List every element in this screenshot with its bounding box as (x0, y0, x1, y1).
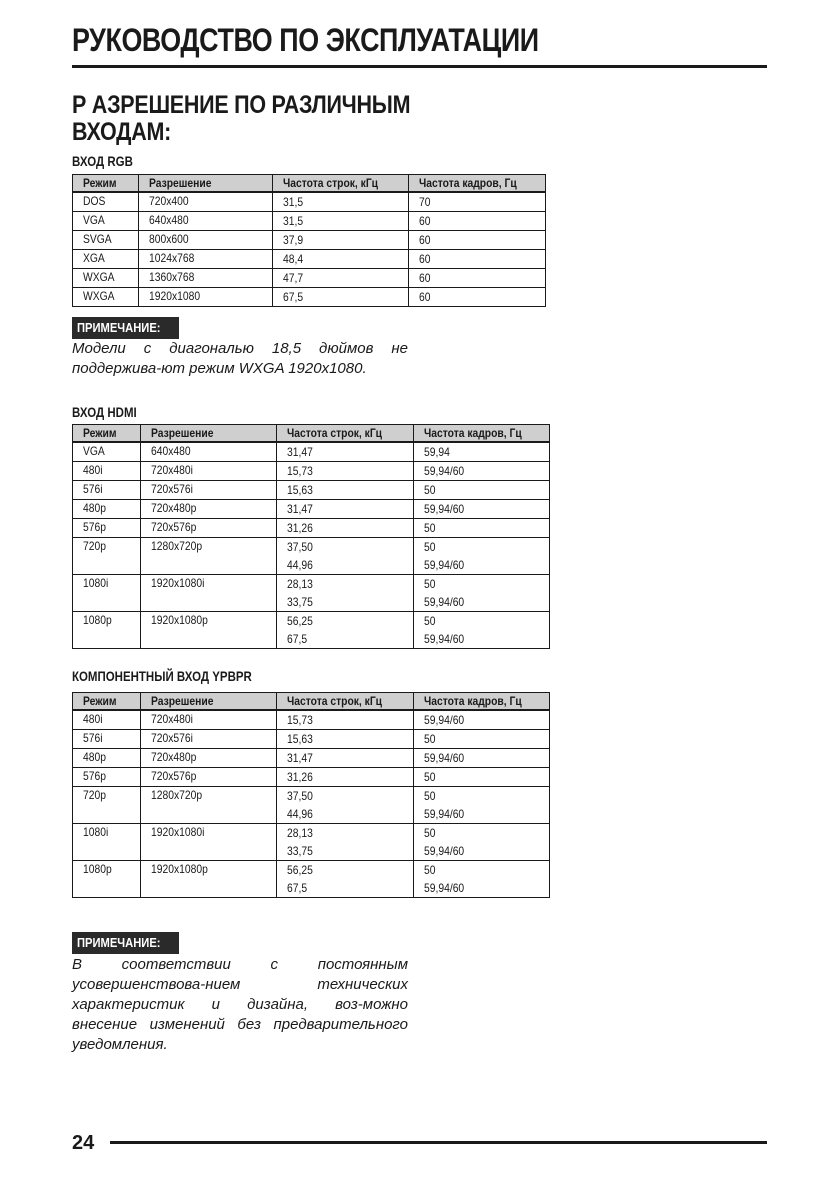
table-cell: 31,47 (277, 442, 414, 462)
table-cell: 60 (409, 269, 546, 288)
column-header: Разрешение (139, 175, 273, 193)
table-row (73, 250, 546, 269)
table-header-row (73, 175, 546, 193)
table-cell: 50 59,94/60 (414, 824, 550, 861)
column-header: Частота кадров, Гц (414, 425, 550, 443)
table-cell: 1024x768 (139, 250, 273, 269)
column-header: Частота кадров, Гц (414, 693, 550, 711)
table-row (73, 710, 550, 730)
table-cell: 720x400 (139, 192, 273, 212)
header-rule (72, 65, 767, 68)
table-cell: 576i (73, 730, 141, 749)
column-header: Частота кадров, Гц (409, 175, 546, 193)
table-cell: 50 (414, 730, 550, 749)
table-cell: 67,5 (273, 288, 409, 307)
table-cell: 1080p (73, 861, 141, 898)
note-label: ПРИМЕЧАНИЕ: (72, 932, 179, 954)
table-cell: 1080i (73, 575, 141, 612)
table-cell: 60 (409, 212, 546, 231)
column-header: Режим (73, 425, 141, 443)
table-cell: 50 59,94/60 (414, 575, 550, 612)
table-cell: 50 59,94/60 (414, 861, 550, 898)
table-row (73, 269, 546, 288)
table-cell: XGA (73, 250, 139, 269)
ypbpr-heading: КОМПОНЕНТНЫЙ ВХОД YPBPR (72, 668, 252, 684)
table-cell: 59,94/60 (414, 500, 550, 519)
table-cell: 70 (409, 192, 546, 212)
table-cell: 28,13 33,75 (277, 824, 414, 861)
table-cell: DOS (73, 192, 139, 212)
table-cell: 1080p (73, 612, 141, 649)
table-cell: 60 (409, 250, 546, 269)
table-cell: 576p (73, 768, 141, 787)
table-cell: 1360x768 (139, 269, 273, 288)
table-cell: 1920x1080i (141, 575, 277, 612)
table-cell: 59,94/60 (414, 749, 550, 768)
note-text: Модели с диагональю 18,5 дюймов не поддержива-ют режим WXGA 1920x1080. (72, 340, 408, 377)
table-row (73, 768, 550, 787)
table-row (73, 861, 550, 898)
table-cell: 1920x1080p (141, 612, 277, 649)
column-header: Разрешение (141, 693, 277, 711)
table-cell: 31,47 (277, 500, 414, 519)
table-cell: 15,63 (277, 481, 414, 500)
table-cell: 15,73 (277, 710, 414, 730)
table-cell: 720x576i (141, 481, 277, 500)
section-title (72, 92, 410, 146)
table-cell: 31,5 (273, 192, 409, 212)
table-cell: 59,94/60 (414, 462, 550, 481)
table-row (73, 519, 550, 538)
table-cell: 28,13 33,75 (277, 575, 414, 612)
table-cell: 50 (414, 768, 550, 787)
table-cell: 56,25 67,5 (277, 861, 414, 898)
table-cell: 480i (73, 710, 141, 730)
table-cell: 720x480p (141, 749, 277, 768)
table-cell: 31,26 (277, 519, 414, 538)
table-cell: VGA (73, 212, 139, 231)
table-cell: 720x576p (141, 768, 277, 787)
table-cell: 720x576i (141, 730, 277, 749)
table-row (73, 462, 550, 481)
table-cell: 50 (414, 519, 550, 538)
hdmi-heading: ВХОД HDMI (72, 404, 137, 420)
table-cell: VGA (73, 442, 141, 462)
table-cell: 15,73 (277, 462, 414, 481)
table-cell: 60 (409, 288, 546, 307)
table-cell: 480p (73, 749, 141, 768)
table-cell: 37,50 44,96 (277, 538, 414, 575)
table-row (73, 500, 550, 519)
table-row (73, 442, 550, 462)
rgb-table (72, 174, 546, 307)
table-cell: 720x480p (141, 500, 277, 519)
table-row (73, 212, 546, 231)
table-cell: 640x480 (141, 442, 277, 462)
table-cell: 56,25 67,5 (277, 612, 414, 649)
table-cell: 15,63 (277, 730, 414, 749)
table-cell: 47,7 (273, 269, 409, 288)
table-cell: 720x480i (141, 710, 277, 730)
table-cell: 1920x1080i (141, 824, 277, 861)
hdmi-table (72, 424, 550, 649)
table-cell: 720p (73, 538, 141, 575)
table-cell: 720p (73, 787, 141, 824)
table-cell: 1280x720p (141, 787, 277, 824)
table-header-row (73, 693, 550, 711)
note-text: В соответствии с постоянным усовершенствова-нием технических характеристик и дизайна, воз-можно внесение изменений без предварительного уведомления. (72, 956, 408, 1053)
table-row (73, 231, 546, 250)
footer-rule (110, 1141, 767, 1144)
column-header: Разрешение (141, 425, 277, 443)
section-title-line1: Р АЗРЕШЕНИЕ ПО РАЗЛИЧНЫМ (72, 91, 411, 119)
table-cell: 59,94/60 (414, 710, 550, 730)
table-cell: 60 (409, 231, 546, 250)
table-cell: 1080i (73, 824, 141, 861)
table-cell: 37,9 (273, 231, 409, 250)
table-cell: 720x576p (141, 519, 277, 538)
table-cell: 31,26 (277, 768, 414, 787)
table-cell: 59,94 (414, 442, 550, 462)
table-row (73, 538, 550, 575)
column-header: Частота строк, кГц (273, 175, 409, 193)
column-header: Режим (73, 175, 139, 193)
table-cell: 800x600 (139, 231, 273, 250)
table-cell: 576i (73, 481, 141, 500)
table-cell: 640x480 (139, 212, 273, 231)
table-cell: 1920x1080p (141, 861, 277, 898)
page-title: РУКОВОДСТВО ПО ЭКСПЛУАТАЦИИ (72, 22, 539, 58)
table-row (73, 612, 550, 649)
table-row (73, 730, 550, 749)
table-row (73, 575, 550, 612)
table-row (73, 288, 546, 307)
table-row (73, 192, 546, 212)
table-cell: 50 59,94/60 (414, 612, 550, 649)
table-cell: 31,5 (273, 212, 409, 231)
column-header: Частота строк, кГц (277, 425, 414, 443)
table-cell: WXGA (73, 288, 139, 307)
table-row (73, 481, 550, 500)
table-row (73, 787, 550, 824)
table-cell: SVGA (73, 231, 139, 250)
table-cell: 31,47 (277, 749, 414, 768)
column-header: Частота строк, кГц (277, 693, 414, 711)
page-number: 24 (72, 1132, 95, 1154)
table-cell: 720x480i (141, 462, 277, 481)
table-cell: 1280x720p (141, 538, 277, 575)
table-header-row (73, 425, 550, 443)
page-header (72, 22, 767, 59)
ypbpr-table (72, 692, 550, 898)
table-cell: 576p (73, 519, 141, 538)
column-header: Режим (73, 693, 141, 711)
table-cell: 37,50 44,96 (277, 787, 414, 824)
table-cell: 50 59,94/60 (414, 787, 550, 824)
table-cell: 50 59,94/60 (414, 538, 550, 575)
table-cell: 1920x1080 (139, 288, 273, 307)
table-cell: 50 (414, 481, 550, 500)
section-title-line2: ВХОДАМ: (72, 118, 172, 146)
note-label: ПРИМЕЧАНИЕ: (72, 317, 179, 339)
rgb-heading: ВХОД RGB (72, 153, 133, 169)
table-cell: 480p (73, 500, 141, 519)
table-cell: 480i (73, 462, 141, 481)
table-row (73, 749, 550, 768)
table-row (73, 824, 550, 861)
table-cell: WXGA (73, 269, 139, 288)
table-cell: 48,4 (273, 250, 409, 269)
